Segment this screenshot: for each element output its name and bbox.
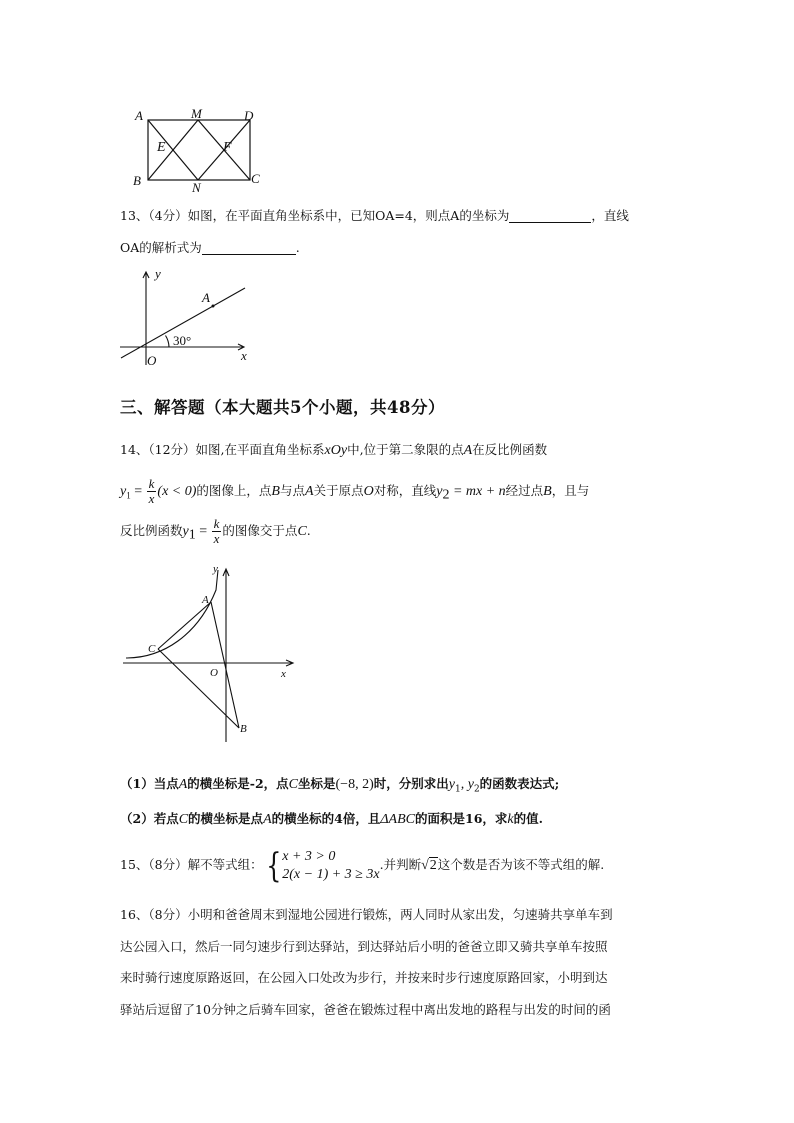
q15-line — [120, 843, 604, 888]
label-y: y — [213, 563, 218, 575]
segment-cb — [158, 649, 239, 728]
label-b: B — [240, 723, 247, 735]
q16-line2: 达公园入口，然后一同匀速步行到达驿站，到达驿站后小明的爸爸立即又骑共享单车按照 — [120, 939, 608, 954]
q15-text-b: .并判断 — [379, 857, 422, 872]
point-a — [212, 305, 215, 308]
angle-arc — [166, 336, 170, 348]
figure-rectangle-abcd — [130, 105, 270, 195]
label-o: O — [210, 667, 218, 679]
q13-line2 — [120, 238, 300, 258]
q14-p2-text-d: 的面积是16，求 — [415, 811, 508, 826]
q14-text-2a: 的图像上，点 — [196, 483, 272, 498]
q15-text-c: 这个数是否为该不等式组的解. — [437, 857, 605, 872]
q13-text-3: OA的解析式为 — [120, 240, 202, 255]
q15-sqrt-value: 2 — [429, 858, 437, 873]
label-n: N — [192, 180, 201, 195]
label-y: y — [155, 266, 161, 281]
q14-frac-den: x — [148, 491, 155, 506]
q14-eq: = — [130, 484, 146, 499]
q14-p2-triangle: ΔABC — [380, 812, 415, 827]
q15-brace: { — [265, 845, 282, 886]
q14-point-a: A — [463, 443, 473, 458]
label-x: x — [281, 668, 286, 680]
q14-p2-text-e: 的值. — [513, 811, 543, 826]
q14-p1-a: A — [178, 777, 188, 792]
q13-text-2: ，直线 — [591, 208, 629, 223]
q13-text-4: . — [295, 240, 300, 255]
label-e: E — [157, 140, 166, 155]
q14-p1-y2-sub: 2 — [473, 784, 480, 795]
q14-text-3a: 反比例函数 — [120, 523, 183, 538]
q14-p2-k: k — [507, 812, 514, 827]
label-a: A — [202, 594, 209, 606]
q16-line1: 16、（8分）小明和爸爸周末到湿地公园进行锻炼，两人同时从家出发，匀速骑共享单车到 — [120, 907, 613, 922]
q14-p2-text-a: （2）若点 — [120, 811, 179, 826]
q14-text-2f: ，且与 — [551, 483, 590, 498]
q14-eq-b: = — [195, 524, 211, 539]
q14-text-3c: . — [306, 523, 311, 538]
q14-text-1c: 在反比例函数 — [472, 442, 548, 457]
segment-ab — [211, 602, 239, 728]
q14-y1-sub: 1 — [126, 490, 131, 501]
q14-p1-coord: (−8, 2) — [335, 777, 374, 792]
q14-text-2d: 对称，直线 — [373, 483, 437, 498]
q14-p1-text-a: （1）当点 — [120, 776, 179, 791]
figure-coordinate-oa — [115, 265, 255, 370]
q14-point-a2: A — [305, 484, 314, 499]
label-m: M — [191, 106, 202, 121]
label-a: A — [135, 108, 143, 123]
q14-p1-text-b: 的横坐标是-2，点 — [187, 776, 289, 791]
q14-y1: y — [120, 484, 127, 499]
q14-condition: (x < 0) — [157, 484, 197, 499]
label-x: x — [241, 348, 247, 363]
q14-p2-c: C — [178, 812, 189, 827]
q14-p1-text-e: 的函数表达式; — [479, 776, 560, 791]
q14-y1-b-sub: 1 — [188, 527, 196, 543]
q14-fraction — [147, 477, 157, 506]
q14-line2 — [120, 474, 589, 513]
q15-text-a: 15、（8分）解不等式组： — [120, 857, 263, 872]
q14-p2-text-b: 的横坐标是点 — [188, 811, 264, 826]
q14-p1-text-c: 坐标是 — [298, 776, 336, 791]
label-f: F — [223, 140, 232, 155]
q14-fraction-b — [212, 517, 222, 546]
section-3-heading: 三、解答题（本大题共5个小题，共48分） — [120, 398, 445, 417]
q15-system — [282, 848, 379, 884]
label-c: C — [251, 171, 260, 186]
q14-part1 — [120, 774, 559, 800]
q14-text-2c: 关于原点 — [313, 483, 364, 498]
q14-y2-sub: 2 — [442, 487, 450, 503]
q14-p1-text-d: 时，分别求出 — [373, 776, 449, 791]
q14-p1-y1-sub: 1 — [454, 784, 461, 795]
q15-ineq-1: x + 3 > 0 — [282, 848, 336, 864]
label-c: C — [148, 643, 156, 655]
figure-hyperbola — [118, 560, 303, 745]
q15-sqrt-sign: √ — [421, 858, 429, 873]
q14-frac-num-b: k — [213, 516, 220, 531]
q13-blank-2[interactable] — [202, 240, 296, 255]
q13-blank-1[interactable] — [509, 208, 591, 223]
q14-text-1b: 中,位于第二象限的点 — [347, 442, 464, 457]
label-d: D — [244, 108, 254, 123]
q15-sqrt — [421, 844, 438, 888]
label-angle: 30° — [173, 333, 192, 348]
q14-xoy: xOy — [324, 443, 348, 458]
q14-frac-den-b: x — [213, 531, 220, 546]
q14-line3 — [120, 514, 311, 553]
q14-y2: y — [436, 484, 443, 499]
q14-text-3b: 的图像交于点 — [222, 523, 298, 538]
q14-p2-text-c: 的横坐标的4倍，且 — [271, 811, 381, 826]
q14-frac-num: k — [148, 476, 155, 491]
q14-text-1a: 14、（12分）如图,在平面直角坐标系 — [120, 442, 325, 457]
q14-y1-b: y — [182, 524, 189, 539]
q14-line1 — [120, 440, 547, 461]
q14-p2-a: A — [263, 812, 272, 827]
q14-text-2e: 经过点 — [505, 483, 544, 498]
q14-p1-y1: y — [448, 777, 455, 792]
q14-point-b2: B — [543, 484, 552, 499]
q14-point-o: O — [363, 484, 374, 499]
q15-ineq-2: 2(x − 1) + 3 ≥ 3x — [282, 866, 380, 882]
q14-point-c: C — [297, 524, 307, 539]
q14-part2 — [120, 809, 543, 830]
q13-text-1: 13、（4分）如图，在平面直角坐标系中，已知OA=4，则点A的坐标为 — [120, 208, 510, 223]
q16-line4: 驿站后逗留了10分钟之后骑车回家，爸爸在锻炼过程中离出发地的路程与出发的时间的函 — [120, 1002, 611, 1017]
q14-p1-y2: , y — [460, 777, 474, 792]
q14-y2-expr: = mx + n — [449, 484, 506, 499]
label-o: O — [147, 353, 157, 368]
q14-p1-c: C — [288, 777, 298, 792]
q14-text-2b: 与点 — [279, 483, 305, 498]
label-b: B — [133, 173, 141, 188]
q14-point-b: B — [271, 484, 280, 499]
label-a: A — [202, 290, 210, 305]
hyperbola-curve — [126, 570, 218, 658]
segment-ca — [158, 602, 211, 649]
q16-line3: 来时骑行速度原路返回，在公园入口处改为步行，并按来时步行速度原路回家，小明到达 — [120, 970, 608, 985]
q13-line1 — [120, 206, 629, 226]
